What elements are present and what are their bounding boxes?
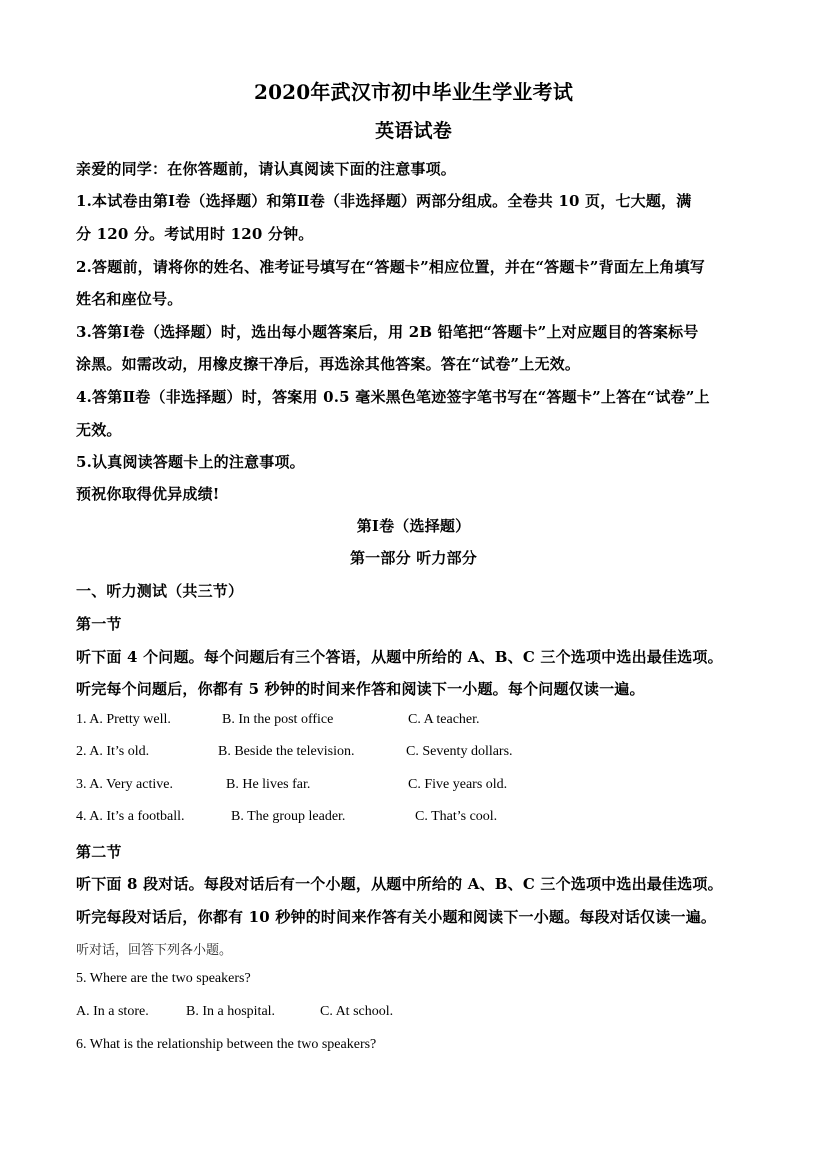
- section2-instruction: 听下面 8 段对话。每段对话后有一个小题，从题中所给的 A、B、C 三个选项中选出最佳选项。: [76, 875, 723, 893]
- q5-option-c: C. At school.: [320, 1004, 394, 1019]
- q2-option-a: 2. A. It’s old.: [76, 744, 150, 759]
- notice-line: 无效。: [76, 421, 122, 439]
- notice-intro: 亲爱的同学：在你答题前，请认真阅读下面的注意事项。: [76, 160, 457, 178]
- section1-heading: 第一节: [76, 615, 122, 633]
- q2-option-c: C. Seventy dollars.: [406, 744, 513, 759]
- q5-question: 5. Where are the two speakers?: [76, 971, 251, 986]
- section2-heading: 第二节: [76, 843, 122, 861]
- section1-instruction: 听完每个问题后，你都有 5 秒钟的时间来作答和阅读下一小题。每个问题仅读一遍。: [76, 680, 645, 698]
- q3-option-c: C. Five years old.: [408, 777, 508, 792]
- q5-option-b: B. In a hospital.: [186, 1004, 276, 1019]
- q6-question: 6. What is the relationship between the two speakers?: [76, 1037, 377, 1052]
- part-title: 第一部分 听力部分: [349, 549, 478, 567]
- notice-line: 3.答第Ⅰ卷（选择题）时，选出每小题答案后，用 2B 铅笔把“答题卡”上对应题目的答案标号: [76, 323, 699, 341]
- notice-line: 4.答第Ⅱ卷（非选择题）时，答案用 0.5 毫米黑色笔迹签字笔书写在“答题卡”上答在“试卷”上: [76, 388, 710, 406]
- q1-option-c: C. A teacher.: [408, 712, 480, 727]
- notice-line: 5.认真阅读答题卡上的注意事项。: [76, 453, 305, 471]
- q3-option-b: B. He lives far.: [226, 777, 311, 792]
- q4-option-b: B. The group leader.: [231, 809, 346, 824]
- section2-instruction: 听完每段对话后，你都有 10 秒钟的时间来作答有关小题和阅读下一小题。每段对话仅读一遍。: [76, 908, 717, 926]
- q3-option-a: 3. A. Very active.: [76, 777, 173, 792]
- volume-title: 第Ⅰ卷（选择题）: [356, 517, 471, 535]
- notice-line: 2.答题前，请将你的姓名、准考证号填写在“答题卡”相应位置，并在“答题卡”背面左上角填写: [76, 258, 705, 276]
- section2-hint: 听对话，回答下列各小题。: [76, 943, 233, 958]
- notice-line: 涂黑。如需改动，用橡皮擦干净后，再选涂其他答案。答在“试卷”上无效。: [76, 355, 581, 373]
- notice-line: 分 120 分。考试用时 120 分钟。: [76, 225, 314, 243]
- notice-line: 1.本试卷由第Ⅰ卷（选择题）和第Ⅱ卷（非选择题）两部分组成。全卷共 10 页，七大题，满: [76, 192, 692, 210]
- notice-line: 预祝你取得优异成绩!: [76, 485, 220, 503]
- exam-title: 2020年武汉市初中毕业生学业考试: [253, 80, 574, 104]
- q4-option-c: C. That’s cool.: [415, 809, 498, 824]
- q5-option-a: A. In a store.: [76, 1004, 149, 1019]
- q1-option-b: B. In the post office: [222, 712, 334, 727]
- exam-subtitle: 英语试卷: [375, 120, 452, 142]
- q4-option-a: 4. A. It’s a football.: [76, 809, 185, 824]
- section1-instruction: 听下面 4 个问题。每个问题后有三个答语，从题中所给的 A、B、C 三个选项中选出最佳选项。: [76, 648, 723, 666]
- section-main-heading: 一、听力测试（共三节）: [76, 582, 244, 600]
- q1-option-a: 1. A. Pretty well.: [76, 712, 171, 727]
- notice-line: 姓名和座位号。: [76, 290, 183, 308]
- q2-option-b: B. Beside the television.: [218, 744, 355, 759]
